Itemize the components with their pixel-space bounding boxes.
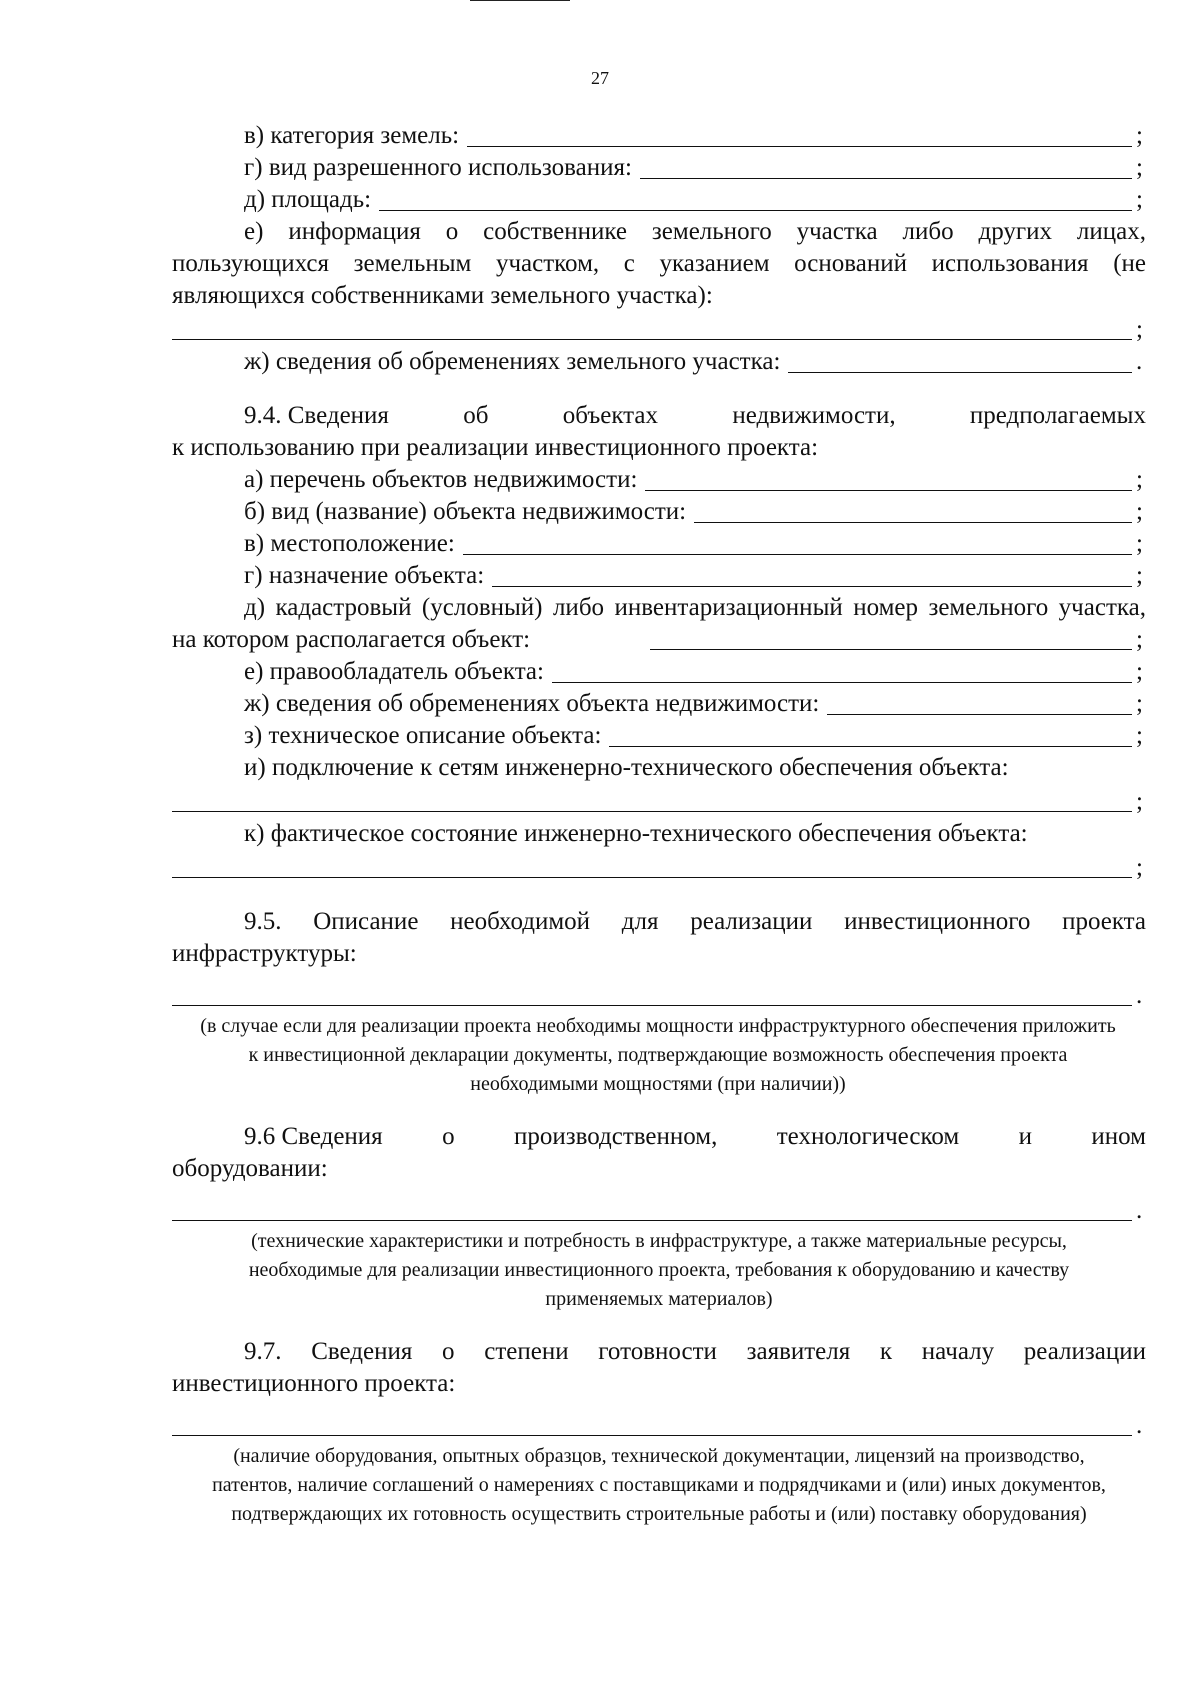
blank-line[interactable]	[827, 713, 1132, 715]
top-rule	[470, 0, 570, 1]
field-cadastral-number-blank: ;	[650, 622, 1146, 656]
section-9-7-note: (наличие оборудования, опытных образцов, технической документации, лицензий на производство, патентов, наличие соглашений о намерениях с поставщиками и подрядчиками и (или) иных документов, подтверждающих их готовность осуществить строительные работы и (или) поставку оборудования)	[212, 1445, 1106, 1525]
section-9-6-note: (технические характеристики и потребность в инфраструктуре, а также материальные ресурсы, необходимые для реализации инвестиционного проекта, требования к оборудованию и качеству применяемых материалов)	[248, 1230, 1070, 1310]
field-object-purpose: г) назначение объекта: ;	[244, 562, 1143, 589]
field-area: д) площадь: ;	[244, 186, 1143, 213]
blank-line[interactable]	[172, 1434, 1132, 1436]
page-number: 27	[591, 68, 609, 88]
field-technical-description: з) техническое описание объекта: ;	[244, 722, 1143, 749]
page-content	[172, 120, 1146, 1529]
field-engineering-state: ;	[172, 850, 1146, 884]
blank-line[interactable]	[172, 876, 1132, 878]
blank-line[interactable]	[650, 648, 1132, 650]
blank-line[interactable]	[552, 681, 1132, 683]
section-9-6-heading: 9.6 Сведения о производственном, технологическом и ином	[244, 1123, 1146, 1150]
field-equipment: .	[172, 1193, 1146, 1227]
field-permitted-use: г) вид разрешенного использования: ;	[244, 154, 1143, 181]
blank-line[interactable]	[640, 177, 1132, 179]
field-location: в) местоположение: ;	[244, 530, 1143, 557]
paragraph-owner-info: е) информация о собственнике земельного участка либо других лицах, пользующихся земельным участком, с указанием оснований использования (не являющихся собственниками земельного участка):	[172, 218, 1146, 309]
blank-line[interactable]	[788, 371, 1132, 373]
field-objects-list: а) перечень объектов недвижимости: ;	[244, 466, 1143, 493]
section-9-4-heading: 9.4. Сведения об объектах недвижимости, предполагаемых	[244, 402, 1146, 429]
blank-line[interactable]	[463, 553, 1132, 555]
section-9-7-text: 9.7. Сведения о степени готовности заявителя к началу реализации инвестиционного проекта:	[172, 1338, 1146, 1397]
blank-line[interactable]	[645, 489, 1132, 491]
field-owner-info: ;	[172, 312, 1146, 346]
blank-line[interactable]	[379, 209, 1132, 211]
paragraph-engineering-state: к) фактическое состояние инженерно-технического обеспечения объекта:	[244, 820, 1028, 847]
blank-line[interactable]	[172, 1004, 1132, 1006]
blank-line[interactable]	[467, 145, 1132, 147]
blank-line[interactable]	[172, 338, 1132, 340]
field-right-holder: е) правообладатель объекта: ;	[244, 658, 1143, 685]
blank-line[interactable]	[609, 745, 1132, 747]
section-9-4-continuation: к использованию при реализации инвестиционного проекта:	[172, 434, 819, 461]
blank-line[interactable]	[492, 585, 1132, 587]
section-9-5-text: 9.5. Описание необходимой для реализации инвестиционного проекта инфраструктуры:	[172, 908, 1146, 967]
field-readiness: .	[172, 1408, 1146, 1442]
field-object-encumbrance: ж) сведения об обременениях объекта недвижимости: ;	[244, 690, 1143, 717]
blank-line[interactable]	[172, 810, 1132, 812]
field-land-category: в) категория земель: ;	[244, 122, 1143, 149]
field-cadastral-number: д) кадастровый (условный) либо инвентаризационный номер земельного участка, на котором располагается объект:	[172, 594, 1146, 653]
field-land-encumbrance: ж) сведения об обременениях земельного участка: .	[244, 348, 1143, 375]
paragraph-network-connection: и) подключение к сетям инженерно-технического обеспечения объекта:	[244, 754, 1009, 781]
field-network-connection: ;	[172, 784, 1146, 818]
field-object-type: б) вид (название) объекта недвижимости: ;	[244, 498, 1143, 525]
section-9-6-continuation: оборудовании:	[172, 1155, 328, 1182]
section-9-5-note: (в случае если для реализации проекта необходимы мощности инфраструктурного обеспечения приложить к инвестиционной декларации документы, подтверждающие возможность обеспечения проекта необходимыми мощностями (при наличии))	[200, 1015, 1116, 1095]
blank-line[interactable]	[172, 1219, 1132, 1221]
blank-line[interactable]	[694, 521, 1132, 523]
field-infrastructure: .	[172, 978, 1146, 1012]
